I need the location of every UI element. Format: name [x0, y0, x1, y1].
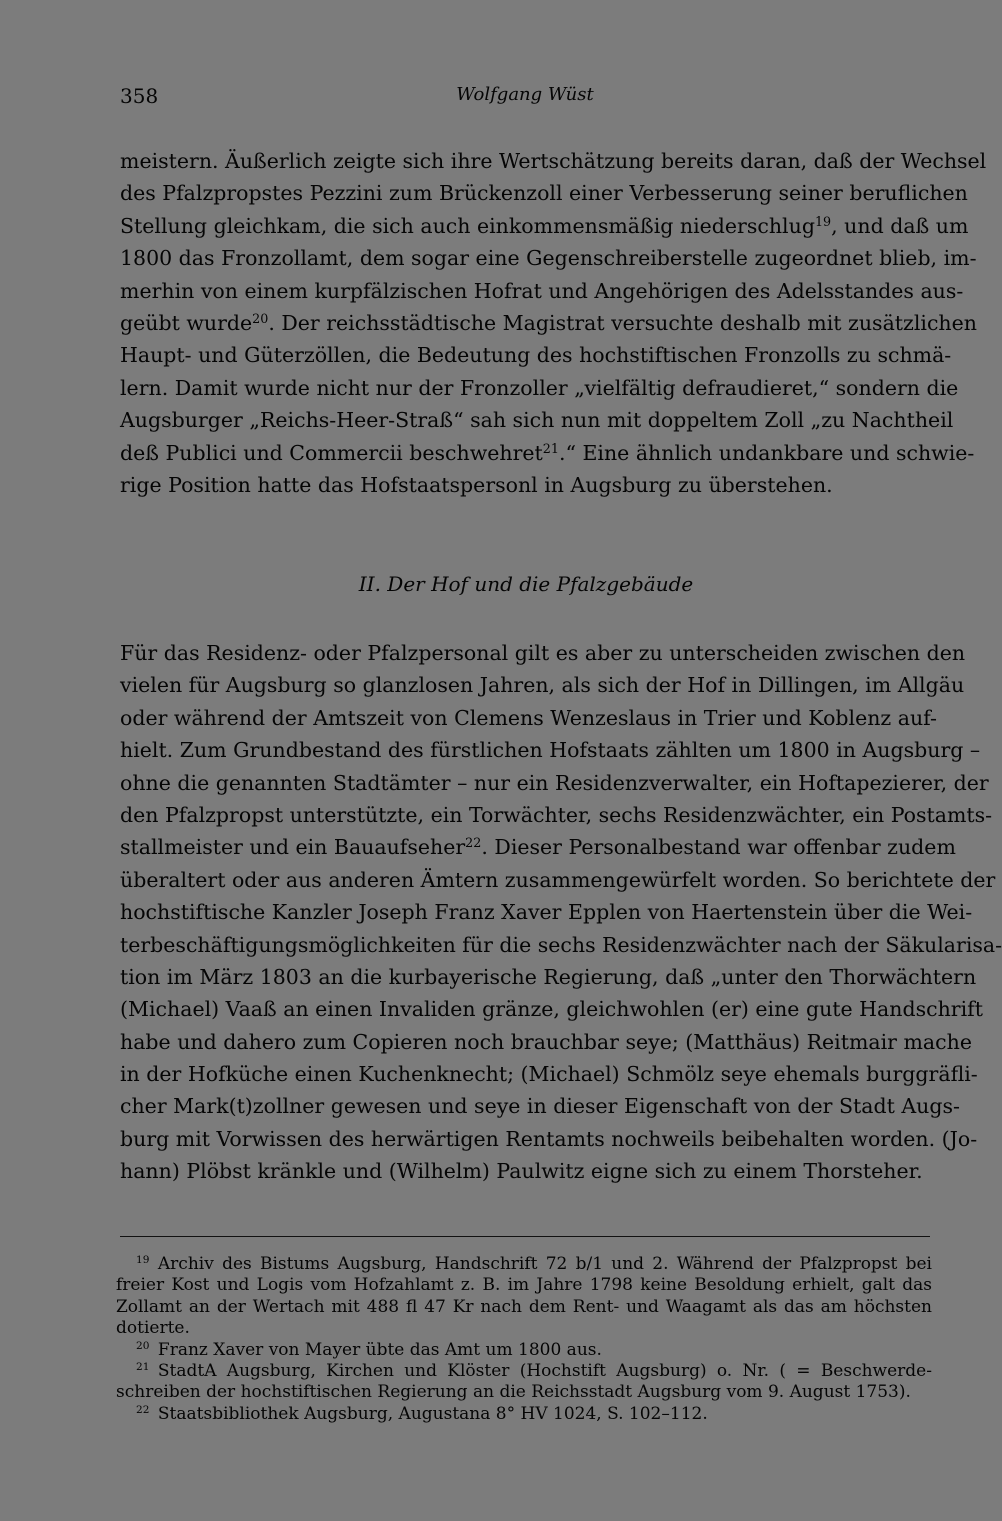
text-line [120, 1123, 978, 1155]
text-run: hann) Plöbst kränkle und (Wilhelm) Paulwitz eigne sich zu einem Thorsteher. [120, 1159, 923, 1184]
text-run: Haupt- und Güterzöllen, die Bedeutung des hochstiftischen Fronzolls zu schmä- [120, 343, 952, 368]
text-line [120, 1058, 978, 1090]
footnote-line [116, 1382, 932, 1403]
text-line [120, 275, 964, 307]
text-run: lern. Damit wurde nicht nur der Fronzoller „vielfältig defraudieret,“ sondern die [120, 375, 959, 400]
footnote-reference: 21 [542, 440, 559, 456]
text-run: den Pfalzpropst unterstützte, ein Torwächter, sechs Residenzwächter, ein Postamts- [120, 802, 993, 827]
footnote-line [116, 1361, 932, 1382]
text-line [120, 896, 973, 928]
footnote-number: 22 [136, 1403, 150, 1416]
text-run: vielen für Augsburg so glanzlosen Jahren, als sich der Hof in Dillingen, im Allgäu [120, 673, 965, 698]
text-run: ohne die genannten Stadtämter – nur ein Residenzverwalter, ein Hoftapezierer, der [120, 770, 989, 795]
body-paragraph-1 [120, 145, 987, 501]
footnote-rule [120, 1236, 930, 1237]
text-line [120, 242, 977, 274]
running-head-author: Wolfgang Wüst [456, 84, 594, 105]
footnote-line [116, 1318, 932, 1339]
text-line [120, 1026, 972, 1058]
text-run: in der Hofküche einen Kuchenknecht; (Michael) Schmölz seye ehemals burggräfli- [120, 1062, 978, 1087]
text-line [120, 669, 965, 701]
text-run: habe und dahero zum Copieren noch brauchbar seye; (Matthäus) Reitmair mache [120, 1029, 972, 1054]
text-run: Augsburger „Reichs-Heer-Straß“ sah sich nun mit doppeltem Zoll „zu Nachtheil [120, 408, 954, 433]
text-run: tion im März 1803 an die kurbayerische Regierung, daß „unter den Thorwächtern [120, 964, 977, 989]
footnote-reference: 19 [814, 213, 832, 229]
text-line [120, 799, 993, 831]
text-line [120, 469, 932, 501]
text-line [120, 145, 987, 177]
text-run: hielt. Zum Grundbestand des fürstlichen Hofstaats zählten um 1800 in Augsburg – [120, 738, 981, 763]
text-line [120, 767, 989, 799]
text-run: meistern. Äußerlich zeigte sich ihre Wertschätzung bereits daran, daß der Wechsel [120, 149, 987, 173]
footnote-text: schreiben der hochstiftischen Regierung an die Reichsstadt Augsburg vom 9. August 1753). [116, 1382, 911, 1403]
text-line [120, 210, 969, 242]
text-line [120, 1090, 960, 1122]
page-number: 358 [120, 84, 159, 108]
text-run: burg mit Vorwissen des herwärtigen Rentamts nochweils beibehalten worden. (Jo- [120, 1126, 978, 1151]
footnote-text: Archiv des Bistums Augsburg, Handschrift 72 b/1 und 2. Während der Pfalzpropst bei [157, 1254, 932, 1274]
text-run: , und daß um [831, 213, 969, 238]
footnote-text: freier Kost und Logis vom Hofzahlamt z. B. im Jahre 1798 keine Besoldung erhielt, galt das [116, 1275, 932, 1296]
footnote-text: dotierte. [116, 1318, 190, 1339]
text-run: merhin von einem kurpfälzischen Hofrat und Angehörigen des Adelsstandes aus- [120, 278, 964, 303]
text-run: Für das Residenz- oder Pfalzpersonal gilt es aber zu unterscheiden zwischen den [120, 641, 966, 665]
text-run: geübt wurde [120, 310, 253, 335]
body-paragraph-2 [120, 637, 1002, 1188]
text-run: . Dieser Personalbestand war offenbar zudem [481, 835, 956, 860]
footnote-number: 19 [136, 1254, 150, 1267]
text-line [120, 929, 1002, 961]
text-line [120, 177, 968, 209]
text-run: oder während der Amtszeit von Clemens Wenzeslaus in Trier und Koblenz auf- [120, 705, 937, 730]
text-line [120, 961, 977, 993]
text-line [120, 307, 977, 339]
text-line [120, 993, 983, 1025]
footnotes [116, 1254, 932, 1425]
footnote-line [116, 1340, 932, 1361]
text-run: Stellung gleichkam, die sich auch einkommensmäßig niederschlug [120, 213, 815, 238]
text-run: (Michael) Vaaß an einen Invaliden gränze, gleichwohlen (er) eine gute Handschrift [120, 997, 983, 1022]
footnote-line [116, 1254, 932, 1275]
text-run: überaltert oder aus anderen Ämtern zusammengewürfelt worden. So berichtete der [120, 867, 996, 892]
text-line [120, 339, 952, 371]
footnote-text: StadtA Augsburg, Kirchen und Klöster (Hochstift Augsburg) o. Nr. ( = Beschwerde- [157, 1360, 932, 1381]
text-line [120, 702, 937, 734]
footnote-text: Staatsbibliothek Augsburg, Augustana 8° HV 1024, S. 102–112. [157, 1403, 708, 1424]
text-run: cher Mark(t)zollner gewesen und seye in dieser Eigenschaft von der Stadt Augs- [120, 1094, 960, 1119]
text-line [120, 404, 954, 436]
text-run: deß Publici und Commercii beschwehret [120, 440, 543, 465]
footnote-line [116, 1297, 932, 1318]
text-line [120, 734, 981, 766]
text-line [120, 372, 959, 404]
text-line [120, 437, 975, 469]
text-line [120, 637, 966, 669]
footnote-line [116, 1275, 932, 1296]
footnote-line [116, 1404, 932, 1425]
footnote-number: 20 [136, 1339, 150, 1352]
footnote-text: Zollamt an der Wertach mit 488 fl 47 Kr nach dem Rent- und Waagamt als das am höchsten [116, 1296, 932, 1317]
text-line [120, 864, 996, 896]
text-run: stallmeister und ein Bauaufseher [120, 835, 466, 860]
text-run: 1800 das Fronzollamt, dem sogar eine Gegenschreiberstelle zugeordnet blieb, im- [120, 246, 977, 271]
text-line [120, 1155, 932, 1187]
running-head [120, 84, 930, 114]
footnote-reference: 22 [465, 835, 482, 851]
section-heading: II. Der Hof und die Pfalzgebäude [358, 572, 694, 596]
text-run: terbeschäftigungsmöglichkeiten für die sechs Residenzwächter nach der Säkularisa- [120, 932, 1002, 957]
text-line [120, 831, 956, 863]
footnote-number: 21 [136, 1361, 150, 1374]
text-run: des Pfalzpropstes Pezzini zum Brückenzoll einer Verbesserung seiner beruflichen [120, 181, 968, 206]
footnote-text: Franz Xaver von Mayer übte das Amt um 1800 aus. [157, 1339, 602, 1360]
text-run: .“ Eine ähnlich undankbare und schwie- [558, 440, 975, 465]
text-run: rige Position hatte das Hofstaatspersonl in Augsburg zu überstehen. [120, 472, 833, 497]
text-run: . Der reichsstädtische Magistrat versuchte deshalb mit zusätzlichen [268, 310, 977, 335]
text-run: hochstiftische Kanzler Joseph Franz Xaver Epplen von Haertenstein über die Wei- [120, 900, 973, 925]
footnote-reference: 20 [252, 310, 269, 326]
